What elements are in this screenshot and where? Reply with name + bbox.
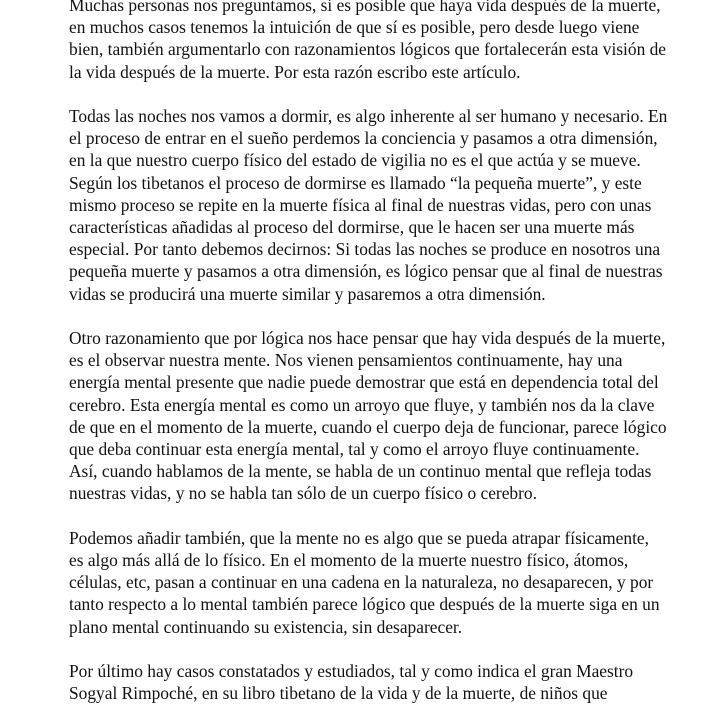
text-line: Todas las noches nos vamos a dormir, es algo inherente al ser humano y necesario. En [69,106,668,126]
text-line: Por último hay casos constatados y estudiados, tal y como indica el gran Maestro [69,661,634,682]
paragraph-mind [69,327,719,505]
text-line: es el observar nuestra mente. Nos vienen pensamientos continuamente, hay una [69,350,623,371]
text-line: energía mental presente que nadie puede demostrar que está en dependencia total del [69,372,659,393]
paragraph-sleep [69,105,719,305]
text-line: características añadidas al proceso del dormirse, que le hacen ser una muerte más [69,217,635,238]
text-line: cerebro. Esta energía mental es como un arroyo que fluye, y también nos da la clave [69,394,655,415]
text-line: de que en el momento de la muerte, cuando el cuerpo deja de funcionar, parece lógico [69,416,667,437]
text-line: Otro razonamiento que por lógica nos hace pensar que hay vida después de la muerte, [69,328,666,349]
text-line: células, etc, pasan a continuar en una cadena en la naturaleza, no desaparecen, y por [69,572,654,593]
text-line: especial. Por tanto debemos decirnos: Si todas las noches se produce en nosotros una [69,239,661,260]
text-line: que deba continuar esta energía mental, tal y como el arroyo fluye continuamente. [69,439,640,460]
paragraph-intro [69,0,719,83]
text-line: Sogyal Rimpoché, en su libro tibetano de la vida y de la muerte, de niños que [69,683,608,704]
text-line: nuestras vidas, y no se habla tan sólo de un cuerpo físico o cerebro. [69,483,537,504]
text-line: es algo más allá de lo físico. En el momento de la muerte nuestro físico, átomos, [69,550,629,571]
text-line: Según los tibetanos el proceso de dormirse es llamado “la pequeña muerte”, y este [69,172,642,193]
text-line: plano mental continuando su existencia, sin desaparecer. [69,616,463,637]
text-line: vidas se producirá una muerte similar y pasaremos a otra dimensión. [69,283,546,304]
text-line: en muchos casos tenemos la intuición de que sí es posible, pero desde luego viene [69,17,640,38]
paragraph-physical [69,527,719,638]
document-page [69,0,719,727]
text-line: Podemos añadir también, que la mente no es algo que se pueda atrapar físicamente, [69,527,649,548]
text-line: en la que nuestro cuerpo físico del estado de vigilia no es el que actúa y se mueve. [69,150,641,171]
text-line: mismo proceso se repite en la muerte física al final de nuestras vidas, pero con unas [69,194,652,215]
paragraph-cases [69,660,719,704]
text-line: el proceso de entrar en el sueño perdemos la conciencia y pasamos a otra dimensión, [69,128,658,149]
text-line: Así, cuando hablamos de la mente, se habla de un continuo mental que refleja todas [69,461,652,482]
text-line: tanto respecto a lo mental también parece lógico que después de la muerte siga en un [69,594,660,615]
text-line: bien, también argumentarlo con razonamientos lógicos que fortalecerán esta visión de [69,39,667,60]
text-line: pequeña muerte y pasamos a otra dimensión, es lógico pensar que al final de nuestras [69,261,663,282]
text-line: la vida después de la muerte. Por esta razón escribo este artículo. [69,61,521,82]
text-line: Muchas personas nos preguntamos, si es posible que haya vida después de la muerte, [69,0,661,15]
